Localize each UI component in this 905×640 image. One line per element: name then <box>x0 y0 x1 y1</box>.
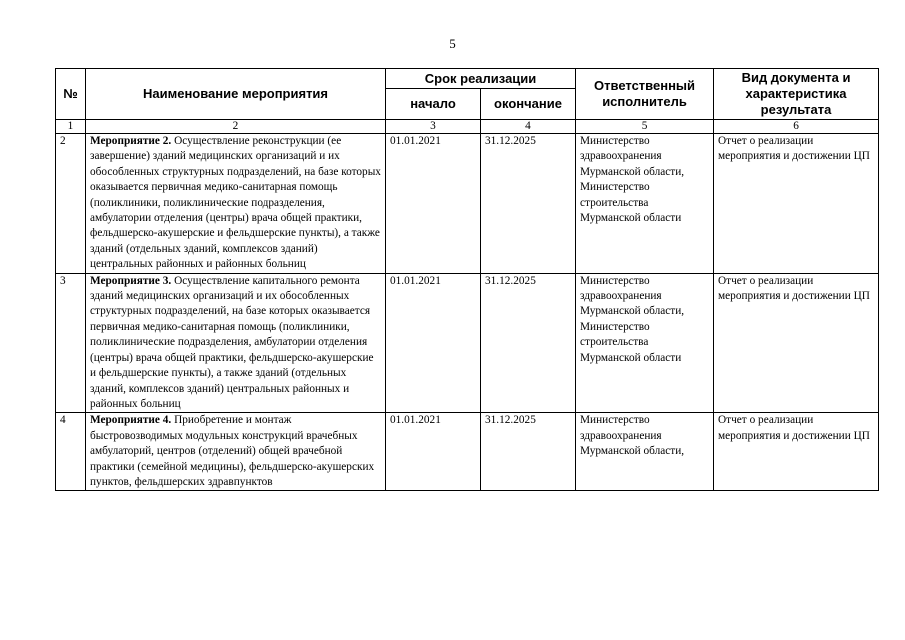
header-period: Срок реализации <box>386 69 576 89</box>
result-document: Отчет о реализации мероприятия и достижении ЦП <box>714 134 879 274</box>
measure-description: Приобретение и монтаж быстровозводимых модульных конструкций врачебных амбулаторий, центров (отделений) общей врачебной практики (семейной медицины), фельдшерско-акушерских пунктов, фельдшерских здравпунктов <box>90 414 375 488</box>
header-document: Вид документа и характеристика результата <box>714 69 879 120</box>
table-row <box>56 413 879 491</box>
responsible-executor: Министерство здравоохранения Мурманской области, <box>576 413 714 491</box>
page-number: 5 <box>449 36 456 51</box>
header-name: Наименование мероприятия <box>86 69 386 120</box>
end-date: 31.12.2025 <box>481 134 576 274</box>
end-date: 31.12.2025 <box>481 273 576 413</box>
responsible-executor: Министерство здравоохранения Мурманской области, Министерство строительства Мурманской области <box>576 273 714 413</box>
header-end: окончание <box>481 89 576 120</box>
column-number: 1 <box>56 120 86 134</box>
table-row <box>56 134 879 274</box>
row-number: 2 <box>56 134 86 274</box>
header-responsible: Ответственный исполнитель <box>576 69 714 120</box>
measures-table <box>55 68 879 491</box>
column-number: 6 <box>714 120 879 134</box>
header-no: № <box>56 69 86 120</box>
column-number: 2 <box>86 120 386 134</box>
measure-title: Мероприятие 4. <box>90 414 172 427</box>
column-numbers-row <box>56 120 879 134</box>
row-number: 4 <box>56 413 86 491</box>
column-number: 3 <box>386 120 481 134</box>
result-document: Отчет о реализации мероприятия и достижении ЦП <box>714 273 879 413</box>
table-row <box>56 273 879 413</box>
measure-name <box>86 134 386 274</box>
column-number: 4 <box>481 120 576 134</box>
measure-title: Мероприятие 2. <box>90 135 172 147</box>
row-number: 3 <box>56 273 86 413</box>
measure-name <box>86 413 386 491</box>
column-number: 5 <box>576 120 714 134</box>
measure-description: Осуществление капитального ремонта зданий медицинских организаций и их обособленных структурных подразделений, на базе которых оказывается первичная медико-санитарная помощь (поликлиники, поликлинические подразделения, амбулатории отделения (центры) врача общей практики, фельдшерско-акушерские и фельдшерские пункты), а также зданий (отдельных зданий, комплексов зданий) центральных районных и районных больниц <box>90 274 374 410</box>
measure-name <box>86 273 386 413</box>
header-start: начало <box>386 89 481 120</box>
start-date: 01.01.2021 <box>386 273 481 413</box>
measure-description: Осуществление реконструкции (ее завершение) зданий медицинских организаций и их обособленных структурных подразделений, на базе которых оказывается первичная медико-санитарная помощь (поликлиники, поликлинические подразделения, амбулатории отделения (центры) врача общей практики, фельдшерско-акушерские и фельдшерские пункты), а также зданий (отдельных зданий, комплексов зданий) центральных районных и районных больниц <box>90 135 381 271</box>
start-date: 01.01.2021 <box>386 134 481 274</box>
start-date: 01.01.2021 <box>386 413 481 491</box>
responsible-executor: Министерство здравоохранения Мурманской области, Министерство строительства Мурманской области <box>576 134 714 274</box>
result-document: Отчет о реализации мероприятия и достижении ЦП <box>714 413 879 491</box>
end-date: 31.12.2025 <box>481 413 576 491</box>
measure-title: Мероприятие 3. <box>90 274 172 287</box>
